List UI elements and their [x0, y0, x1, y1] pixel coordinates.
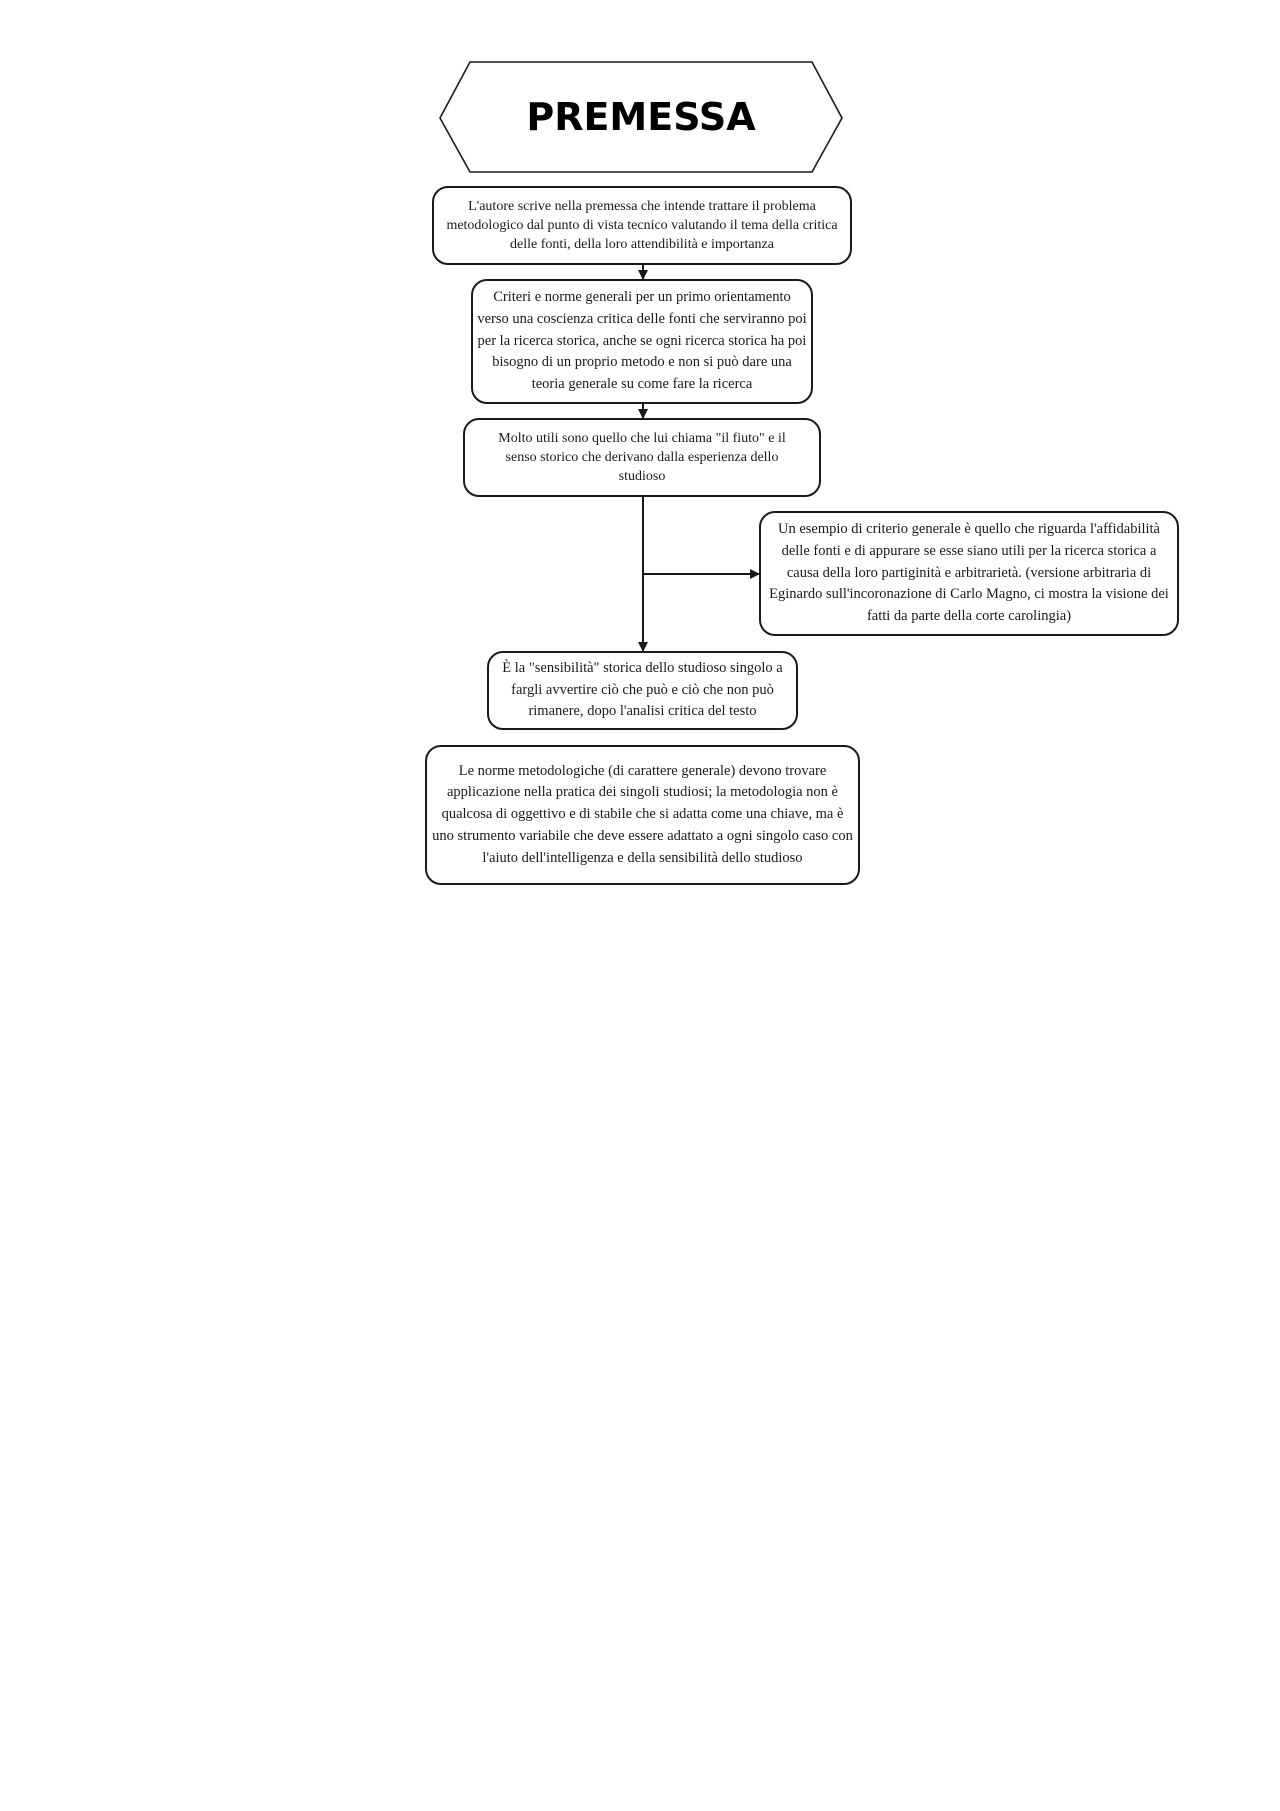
- node-general-criteria-text: Criteri e norme generali per un primo orientamento verso una coscienza critica delle fonti che serviranno poi per la ricerca storica, anche se ogni ricerca storica ha poi bisogno di un proprio metodo e non si può dare una teoria generale su come fare la ricerca: [477, 289, 807, 393]
- node-premise-intro: [432, 186, 852, 265]
- node-methodological-norms-text: Le norme metodologiche (di carattere generale) devono trovare applicazione nella pratica dei singoli studiosi; la metodologia non è qualcosa di oggettivo e di stabile che si adatta come una chiave, ma è uno strumento variabile che deve essere adattato a ogni singolo caso con l'aiuto dell'intelligenza e della sensibilità dello studioso: [432, 762, 853, 866]
- node-general-criteria: [471, 279, 813, 404]
- node-premise-intro-text: L'autore scrive nella premessa che intende trattare il problema metodologico dal punto di vista tecnico valutando il tema della critica delle fonti, della loro attendibilità e importanza: [446, 198, 838, 253]
- node-fiuto-text: Molto utili sono quello che lui chiama "il fiuto" e il senso storico che derivano dalla esperienza dello studioso: [498, 430, 786, 485]
- node-sensibility-text: È la "sensibilità" storica dello studioso singolo a fargli avvertire ciò che può e ciò che non può rimanere, dopo l'analisi critica del testo: [502, 659, 783, 720]
- node-methodological-norms: [425, 745, 860, 885]
- node-sensibility: [487, 651, 798, 730]
- node-fiuto: [463, 418, 821, 497]
- node-example-criterion-text: Un esempio di criterio generale è quello che riguarda l'affidabilità delle fonti e di appurare se esse siano utili per la ricerca storica a causa della loro partiginità e arbitrarietà. (versione arbitraria di Eginardo sull'incoronazione di Carlo Magno, ci mostra la visione dei fatti da parte della corte carolingia): [769, 521, 1169, 625]
- page-title: PREMESSA: [526, 95, 756, 139]
- node-example-criterion: [759, 511, 1179, 636]
